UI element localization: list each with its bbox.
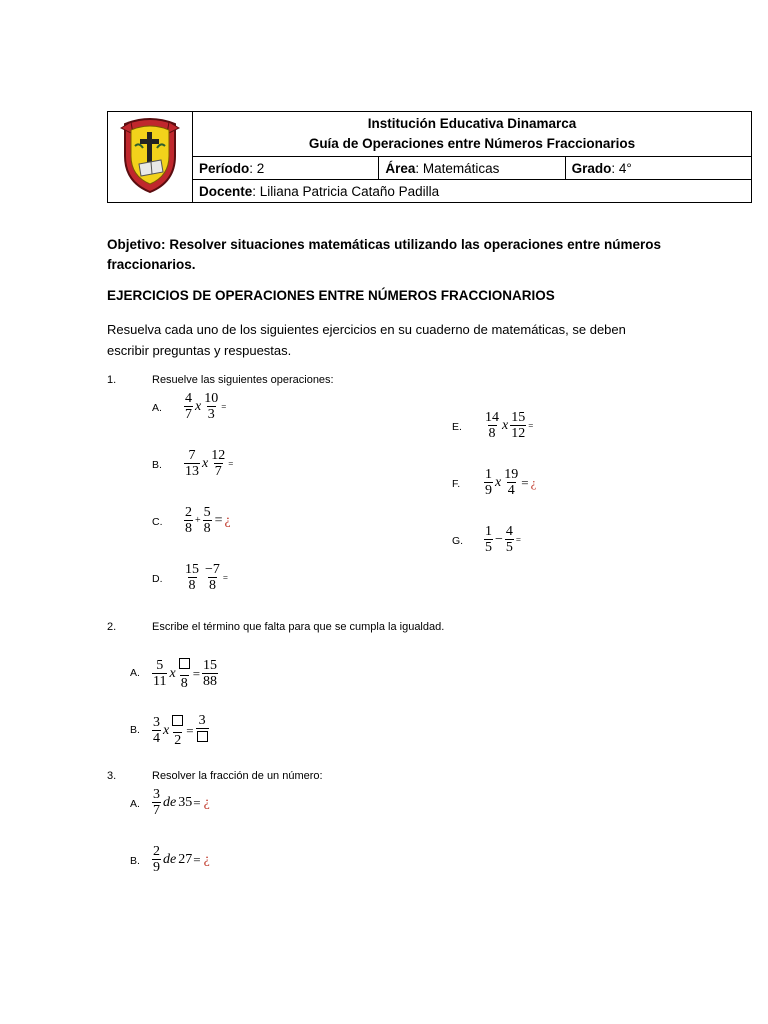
fraction: [184, 562, 200, 593]
teacher-cell: [193, 180, 752, 203]
de-word: de: [163, 851, 177, 867]
operator: x: [163, 722, 170, 738]
de-word: de: [163, 794, 177, 810]
numerator: 4: [185, 391, 192, 406]
denominator: 8: [203, 521, 211, 536]
fraction: [202, 658, 218, 689]
q3-a-expression: [151, 787, 210, 818]
numerator: 1: [485, 524, 492, 539]
q3-text: Resolver la fracción de un número:: [152, 770, 323, 782]
operator: x: [195, 398, 202, 414]
numerator: 4: [505, 524, 513, 539]
operator: x: [202, 455, 209, 471]
blank-box: [179, 658, 190, 669]
q1-d-expression: [183, 562, 228, 593]
area-cell: [379, 157, 565, 180]
q3-number: 3.: [107, 770, 117, 782]
fraction: [203, 505, 212, 536]
denominator: 5: [485, 540, 492, 555]
numerator: 2: [153, 844, 160, 859]
q1-g-letter: G.: [452, 535, 464, 547]
denominator: 11: [153, 674, 167, 689]
denominator: 8: [185, 521, 192, 536]
equals-sign: =: [222, 572, 228, 583]
operator: x: [495, 474, 502, 490]
fraction: [152, 658, 167, 689]
guide-title: Guía de Operaciones entre Números Fraccionarios: [308, 136, 636, 151]
fraction: [171, 713, 184, 748]
denominator: 8: [188, 578, 196, 593]
q1-d-letter: D.: [152, 573, 163, 585]
question-mark: ¿: [224, 512, 231, 528]
denominator: 7: [153, 803, 160, 818]
fraction: [484, 524, 493, 555]
q1-a-letter: A.: [152, 402, 162, 414]
period-label: Período: [199, 160, 250, 176]
q1-a-expression: [183, 391, 226, 422]
numerator: 3: [153, 715, 160, 730]
operator: x: [169, 665, 176, 681]
denominator: 12: [511, 426, 526, 441]
fraction: [505, 524, 514, 555]
numerator: 15: [203, 658, 218, 673]
numerator: 19: [504, 467, 519, 482]
operator: x: [502, 417, 509, 433]
area-value: : Matemáticas: [415, 160, 500, 176]
header-table: [107, 111, 752, 203]
equals-question: = ¿: [521, 474, 537, 490]
denominator: 8: [208, 578, 216, 593]
numerator: 2: [185, 505, 192, 520]
fraction: [184, 391, 193, 422]
equals-sign: =: [528, 420, 534, 431]
fraction: [184, 448, 200, 479]
equals-sign: =: [186, 722, 194, 738]
question-mark: ¿: [530, 474, 537, 490]
blank-box: [172, 715, 183, 726]
q1-b-letter: B.: [152, 459, 162, 471]
blank-box: [197, 731, 208, 742]
denominator: 7: [185, 407, 192, 422]
q1-e-expression: [483, 410, 533, 441]
grade-value: : 4°: [611, 160, 632, 176]
q2-number: 2.: [107, 621, 117, 633]
numerator: 7: [188, 448, 196, 463]
fraction: [152, 715, 161, 746]
denominator: 88: [203, 674, 218, 689]
q2-b-expression: [151, 713, 210, 748]
numerator: 15: [511, 410, 526, 425]
question-mark: ¿: [203, 794, 210, 810]
section-title: EJERCICIOS DE OPERACIONES ENTRE NÚMEROS FRACCIONARIOS: [107, 288, 555, 303]
denominator: 13: [185, 464, 199, 479]
fraction: [184, 505, 193, 536]
q3-a-letter: A.: [130, 798, 140, 810]
denominator: 7: [214, 464, 222, 479]
q2-a-expression: [151, 656, 219, 691]
objective: Objetivo: Resolver situaciones matemáticas utilizando las operaciones entre números fraccionarios.: [107, 237, 661, 272]
denominator: 4: [153, 731, 160, 746]
q1-text: Resuelve las siguientes operaciones:: [152, 374, 334, 386]
teacher-label: Docente: [199, 183, 253, 199]
instructions: Resuelva cada uno de los siguientes ejercicios en su cuaderno de matemáticas, se deben escribir preguntas y respuestas.: [107, 322, 626, 358]
period-value: : 2: [249, 160, 265, 176]
equals-sign: =: [228, 458, 234, 469]
equals-sign: =: [192, 665, 201, 681]
numerator: 1: [485, 467, 492, 482]
fraction: [178, 656, 191, 691]
fraction: [196, 713, 209, 748]
question-mark: ¿: [203, 851, 210, 867]
numerator: −7: [205, 562, 220, 577]
fraction: [510, 410, 526, 441]
fraction: [204, 562, 221, 593]
period-cell: [193, 157, 379, 180]
denominator: 3: [207, 407, 215, 422]
q1-e-letter: E.: [452, 421, 462, 433]
q2-text: Escribe el término que falta para que se cumpla la igualdad.: [152, 621, 445, 633]
q1-f-letter: F.: [452, 478, 461, 490]
operator: +: [195, 515, 201, 526]
grade-label: Grado: [571, 160, 612, 176]
denominator: 8: [180, 676, 188, 691]
teacher-value: : Liliana Patricia Cataño Padilla: [252, 183, 440, 199]
grade-cell: [565, 157, 751, 180]
denominator: 4: [507, 483, 515, 498]
operator: −: [495, 531, 503, 547]
q1-c-letter: C.: [152, 516, 163, 528]
equals-sign: =: [193, 851, 201, 867]
denominator: 9: [485, 483, 492, 498]
q1-f-expression: [483, 467, 537, 498]
whole-number: 27: [178, 851, 193, 867]
fraction: [203, 391, 219, 422]
q3-b-letter: B.: [130, 855, 140, 867]
equals-sign: =: [515, 534, 521, 545]
equals-question-text: = ¿: [214, 512, 231, 528]
denominator: 2: [174, 733, 182, 748]
fraction: [152, 844, 161, 875]
school-crest-icon: [117, 116, 183, 196]
fraction: [503, 467, 519, 498]
q1-number: 1.: [107, 374, 117, 386]
equals-sign: =: [221, 401, 227, 412]
numerator: 5: [203, 505, 211, 520]
q3-b-expression: [151, 844, 210, 875]
equals-question: [215, 513, 231, 529]
numerator: 5: [156, 658, 164, 673]
area-label: Área: [385, 160, 416, 176]
numerator: 14: [485, 410, 499, 425]
denominator: 9: [153, 860, 160, 875]
fraction: [484, 467, 493, 498]
numerator: 3: [198, 713, 206, 728]
q1-g-expression: [483, 524, 521, 555]
fraction: [152, 787, 161, 818]
q1-b-expression: [183, 448, 233, 479]
numerator: 12: [211, 448, 226, 463]
institution-name: Institución Educativa Dinamarca: [367, 116, 577, 131]
whole-number: 35: [178, 794, 193, 810]
fraction: [484, 410, 500, 441]
q2-a-letter: A.: [130, 667, 140, 679]
q2-b-letter: B.: [130, 724, 140, 736]
logo-cell: [108, 112, 193, 203]
q1-c-expression: [183, 505, 231, 536]
fraction: [210, 448, 226, 479]
header-titles: [193, 112, 752, 157]
numerator: 3: [153, 787, 160, 802]
numerator: 10: [204, 391, 219, 406]
denominator: 8: [488, 426, 496, 441]
denominator: 5: [505, 540, 513, 555]
numerator: 15: [185, 562, 199, 577]
equals-sign: =: [193, 794, 201, 810]
